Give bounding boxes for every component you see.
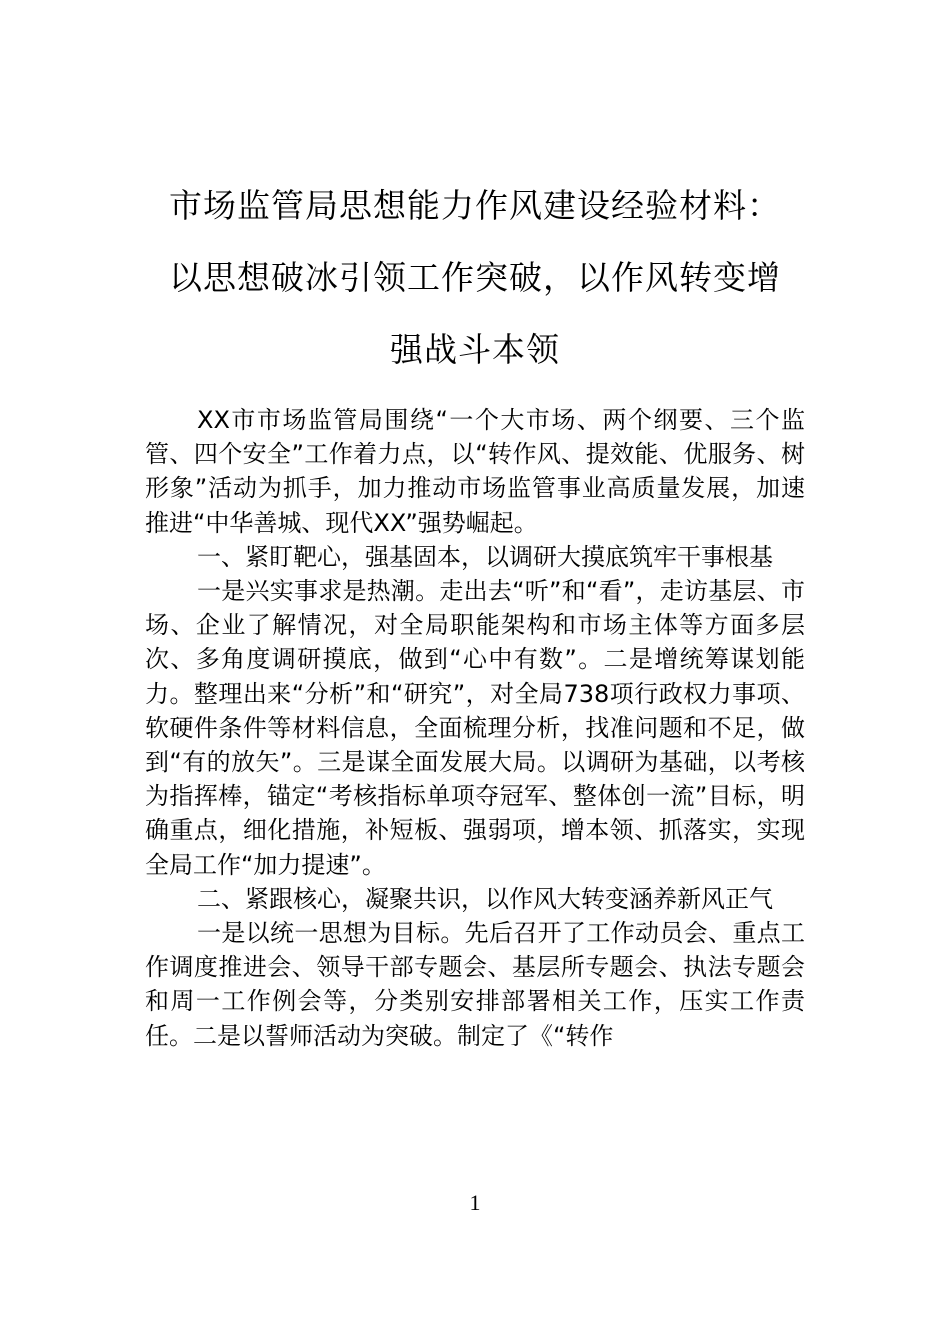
section-1-paragraph: 一是兴实事求是热潮。走出去“听”和“看”，走访基层、市场、企业了解情况，对全局职能架构和市场主体等方面多层次、多角度调研摸底，做到“心中有数”。二是增统筹谋划能力。整理出来“分析”和“研究”，对全局738项行政权力事项、软硬件条件等材料信息，全面梳理分析，找准问题和不足，做到“有的放矢”。三是谋全面发展大局。以调研为基础，以考核为指挥棒，锚定“考核指标单项夺冠军、整体创一流”目标，明确重点，细化措施，补短板、强弱项，增本领、抓落实，实现全局工作“加力提速”。 [145,577,805,879]
section-2-paragraph: 一是以统一思想为目标。先后召开了工作动员会、重点工作调度推进会、领导干部专题会、基层所专题会、执法专题会和周一工作例会等，分类别安排部署相关工作，压实工作责任。二是以誓师活动为突破。制定了《“转作 [145,919,805,1050]
page-number: 1 [469,1190,481,1215]
title-line-1: 市场监管局思想能力作风建设经验材料： [169,186,781,225]
section-heading-1: 一、紧盯靶心，强基固本，以调研大摸底筑牢干事根基 [197,542,773,571]
section-heading-2: 二、紧跟核心，凝聚共识，以作风大转变涵养新风正气 [197,884,773,913]
document-body [145,403,805,1053]
intro-paragraph: XX市市场监管局围绕“一个大市场、两个纲要、三个监管、四个安全”工作着力点，以“转作风、提效能、优服务、树形象”活动为抓手，加力推动市场监管事业高质量发展，加速推进“中华善城、现代XX”强势崛起。 [145,406,805,537]
document-title [145,170,805,386]
title-line-3: 强战斗本领 [390,330,560,369]
title-line-2: 以思想破冰引领工作突破，以作风转变增 [169,258,781,297]
